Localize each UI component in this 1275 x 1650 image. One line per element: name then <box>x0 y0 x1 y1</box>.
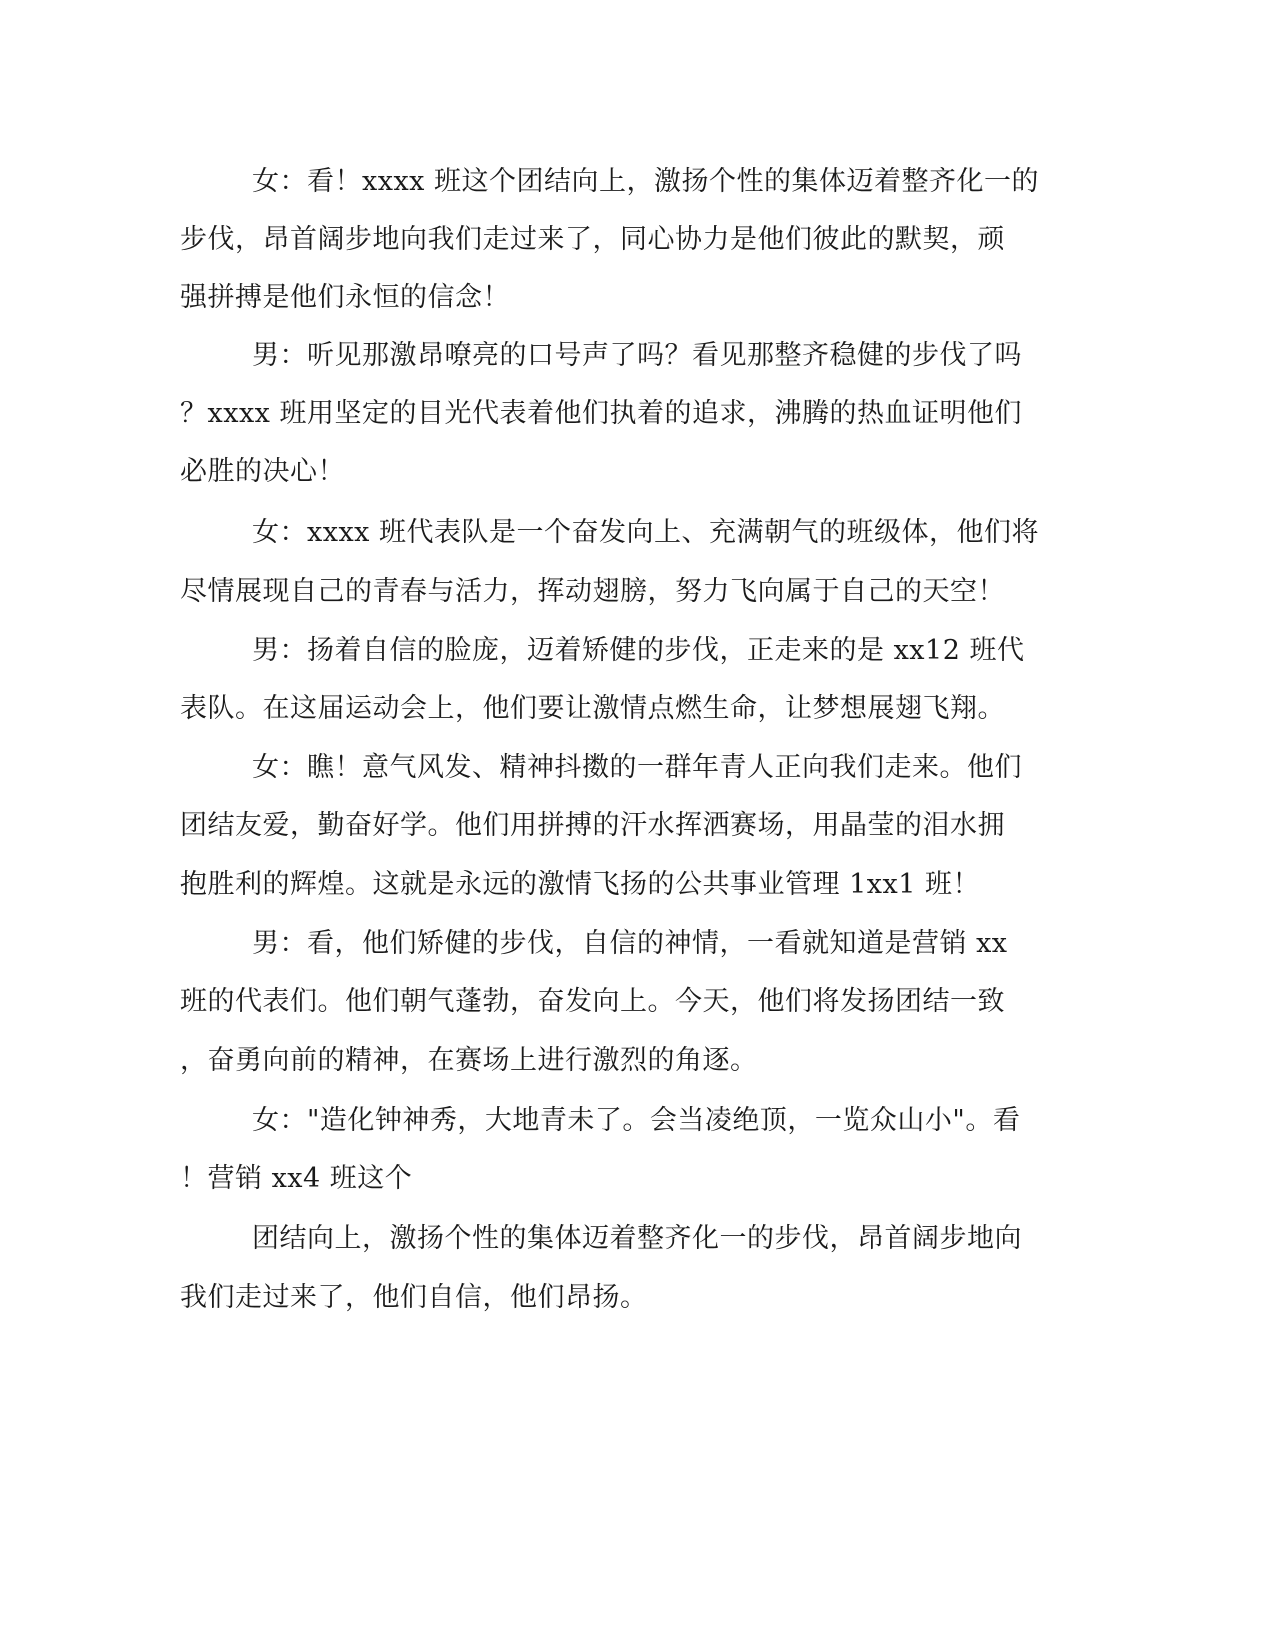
text-line: 团结向上，激扬个性的集体迈着整齐化一的步伐，昂首阔步地向 <box>252 1223 1022 1254</box>
text-line: 女：xxxx 班代表队是一个奋发向上、充满朝气的班级体，他们将 <box>252 517 1039 548</box>
text-line: 班的代表们。他们朝气蓬勃，奋发向上。今天，他们将发扬团结一致 <box>180 986 1005 1017</box>
text-line: 强拼搏是他们永恒的信念！ <box>180 282 510 313</box>
text-line: 表队。在这届运动会上，他们要让激情点燃生命，让梦想展翅飞翔。 <box>180 693 1005 724</box>
text-line: 抱胜利的辉煌。这就是永远的激情飞扬的公共事业管理 1xx1 班！ <box>180 869 980 900</box>
text-line: ！营销 xx4 班这个 <box>180 1163 413 1194</box>
text-line: 男：看，他们矫健的步伐，自信的神情，一看就知道是营销 xx <box>252 928 1008 959</box>
text-line: 尽情展现自己的青春与活力，挥动翅膀，努力飞向属于自己的天空！ <box>180 576 1005 607</box>
text-line: 男：扬着自信的脸庞，迈着矫健的步伐，正走来的是 xx12 班代 <box>252 635 1025 666</box>
text-line: 步伐，昂首阔步地向我们走过来了，同心协力是他们彼此的默契，顽 <box>180 224 1005 255</box>
text-line: 男：听见那激昂嘹亮的口号声了吗？看见那整齐稳健的步伐了吗 <box>252 340 1022 371</box>
text-line: 必胜的决心！ <box>180 456 345 487</box>
text-line: 女：瞧！意气风发、精神抖擞的一群年青人正向我们走来。他们 <box>252 752 1022 783</box>
text-line: ？xxxx 班用坚定的目光代表着他们执着的追求，沸腾的热血证明他们 <box>180 398 1022 429</box>
text-line: ，奋勇向前的精神，在赛场上进行激烈的角逐。 <box>180 1045 758 1076</box>
text-line: 团结友爱，勤奋好学。他们用拼搏的汗水挥洒赛场，用晶莹的泪水拥 <box>180 810 1005 841</box>
text-line: 女："造化钟神秀，大地青未了。会当凌绝顶，一览众山小"。看 <box>252 1105 1021 1136</box>
text-line: 女：看！xxxx 班这个团结向上，激扬个性的集体迈着整齐化一的 <box>252 166 1039 197</box>
text-line: 我们走过来了，他们自信，他们昂扬。 <box>180 1282 648 1313</box>
